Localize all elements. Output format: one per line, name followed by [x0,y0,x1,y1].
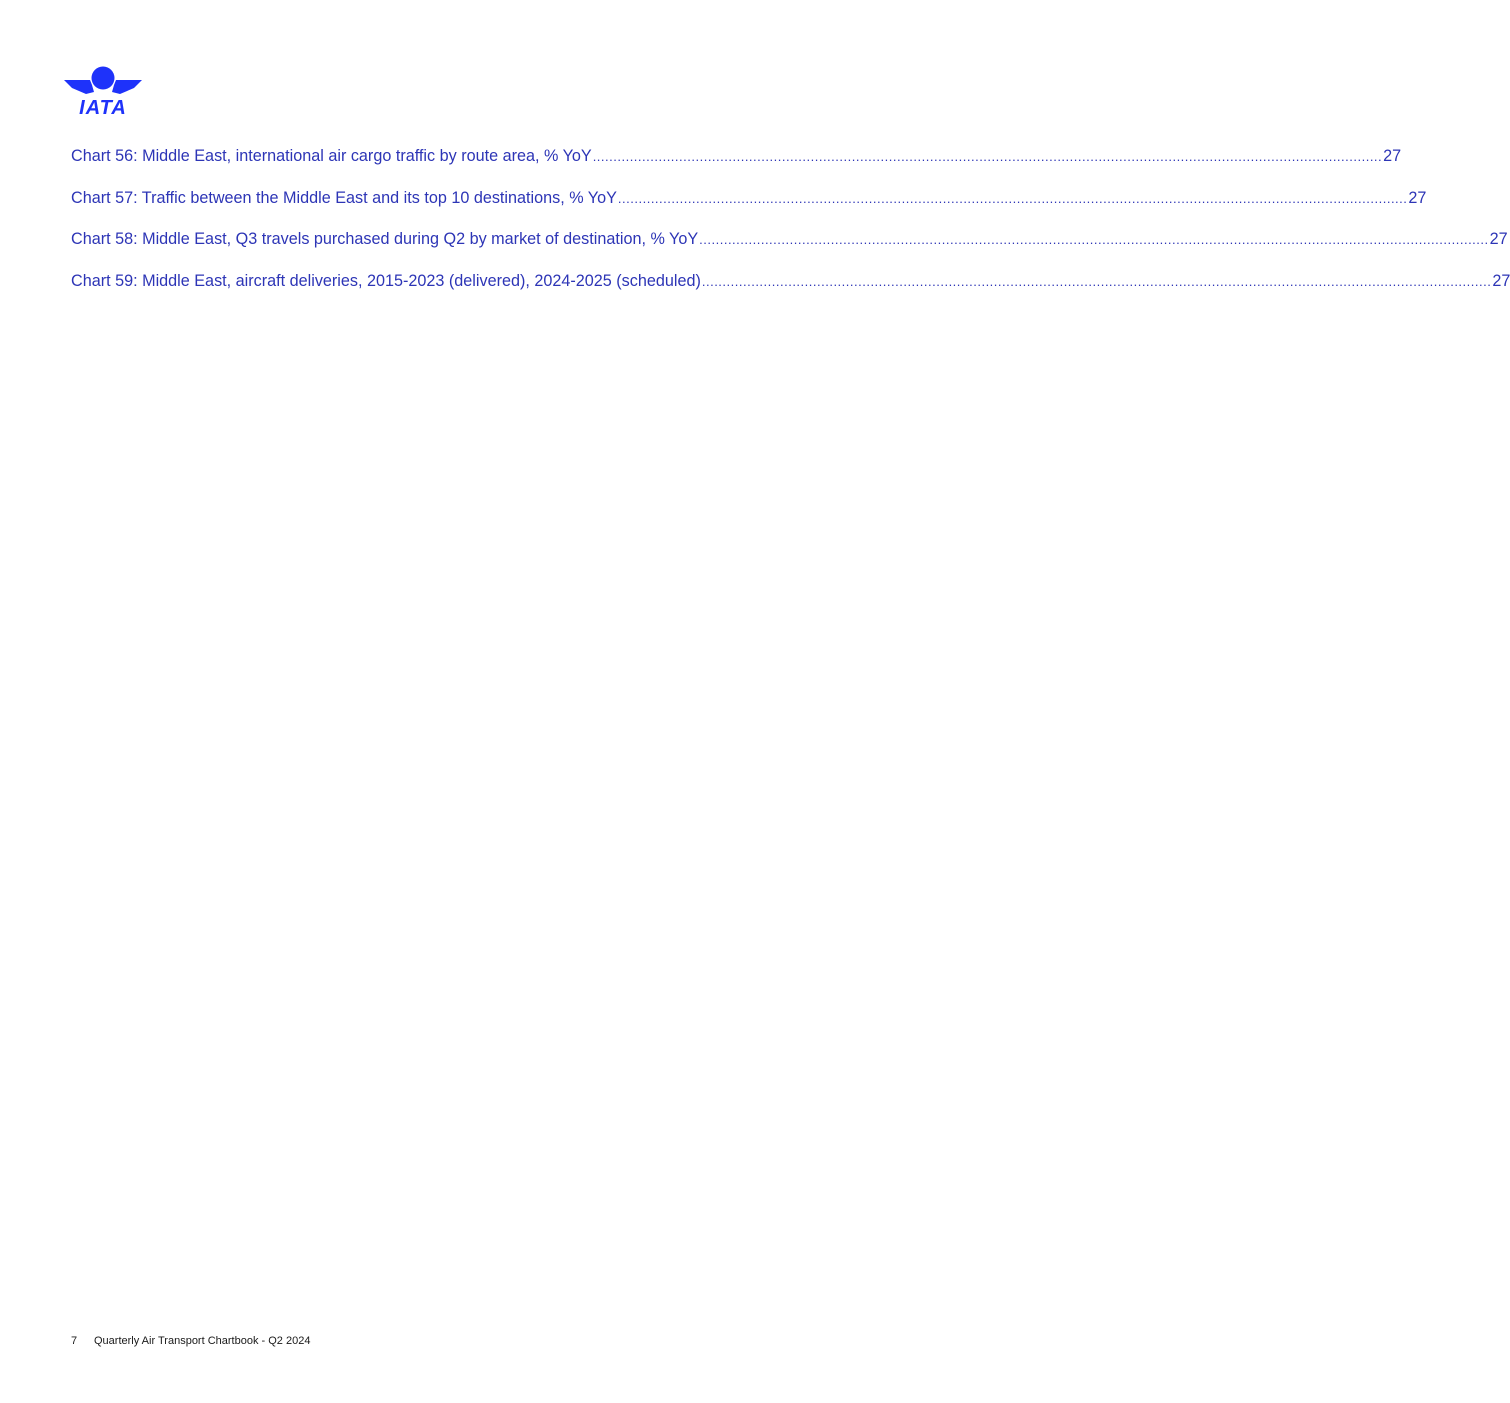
toc-entry-page: 27 [1492,271,1510,290]
toc-dot-leader: ................................................................................................................................................................................................ [617,190,1408,206]
toc-dot-leader: ................................................................................................................................................................................................ [592,149,1383,164]
toc-entry-title: Chart 57: Traffic between the Middle East and its top 10 destinations, % YoY [71,188,617,207]
toc-dot-leader: ................................................................................................................................................................................................ [699,232,1489,247]
toc-entry-page: 27 [1383,147,1402,165]
toc-entry-chart-56[interactable] [71,147,1402,189]
toc-entry-page: 27 [1408,188,1427,207]
logo-wordmark: IATA [79,97,127,119]
logo-globe-icon [92,67,115,90]
toc-entry-title: Chart 58: Middle East, Q3 travels purchased during Q2 by market of destination, % YoY [71,230,699,248]
page-footer [71,1335,310,1347]
footer-document-title: Quarterly Air Transport Chartbook - Q2 2024 [94,1335,311,1347]
logo-left-wing-icon [64,80,94,94]
toc-entry-title: Chart 56: Middle East, international air cargo traffic by route area, % YoY [71,147,592,165]
iata-logo [64,66,142,119]
toc-entry-page: 27 [1489,230,1508,248]
toc-entry-chart-57[interactable] [71,188,1427,231]
logo-right-wing-icon [112,80,142,94]
footer-page-number: 7 [71,1335,78,1347]
toc-dot-leader: ................................................................................................................................................................................................ [701,273,1492,289]
toc-entry-chart-58[interactable] [71,230,1508,272]
table-of-contents [71,147,1510,313]
toc-entry-title: Chart 59: Middle East, aircraft deliveries, 2015-2023 (delivered), 2024-2025 (scheduled) [71,271,701,290]
toc-entry-chart-59[interactable] [71,271,1510,314]
